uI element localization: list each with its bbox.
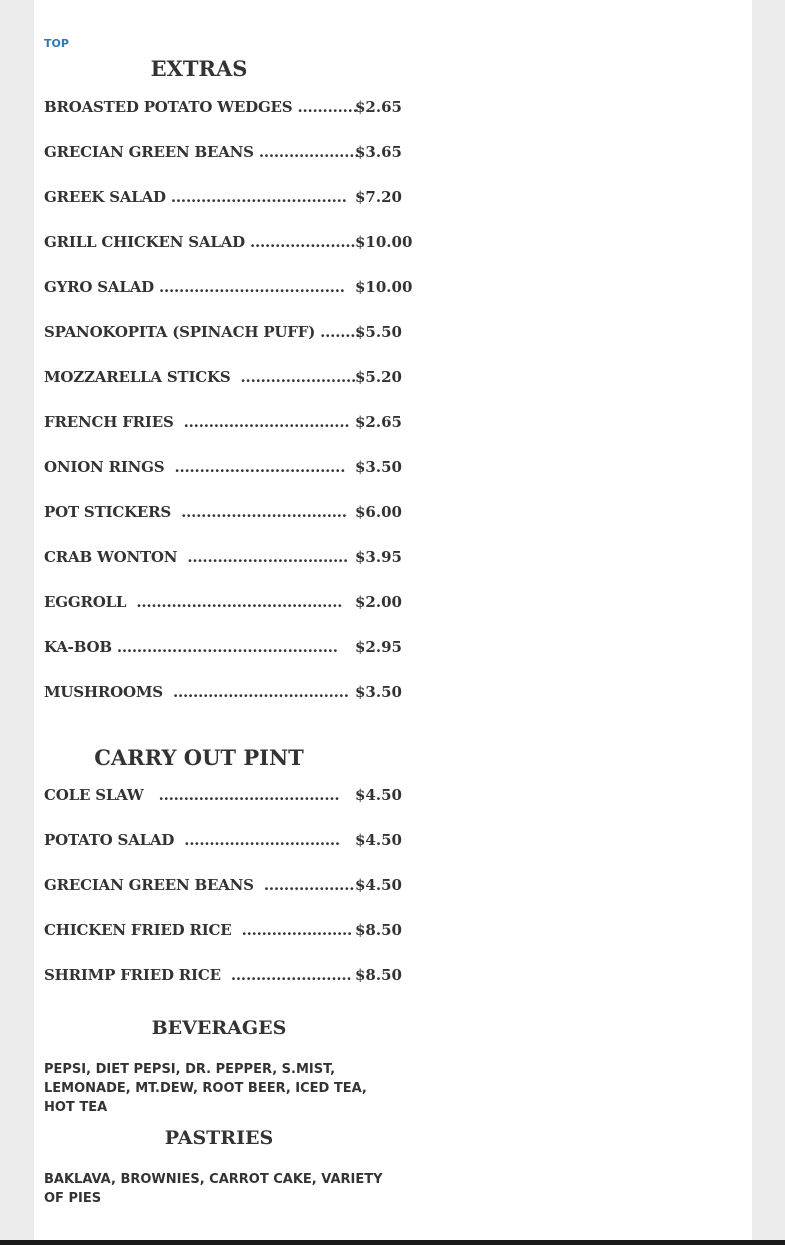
item-name: SPANOKOPITA (SPINACH PUFF) ........ [44,323,361,341]
extras-item [44,503,424,523]
item-name: MUSHROOMS ................................... [44,683,349,701]
extras-item [44,638,424,658]
item-price: $7.20 [355,188,402,206]
beverages-heading: BEVERAGES [151,1017,287,1039]
item-price: $3.95 [355,548,402,566]
menu-page [34,0,752,1240]
extras-item [44,458,424,478]
item-price: $2.00 [355,593,402,611]
item-price: $3.50 [355,683,402,701]
item-price: $4.50 [355,876,402,894]
item-name: MOZZARELLA STICKS ....................... [44,368,357,386]
carry-out-heading: CARRY OUT PINT [94,745,304,770]
extras-item [44,683,424,703]
extras-item [44,548,424,568]
item-name: GRECIAN GREEN BEANS .................... [44,143,360,161]
pastries-list: BAKLAVA, BROWNIES, CARROT CAKE, VARIETY OF PIES [44,1172,383,1206]
carry-out-item [44,966,424,986]
item-price: $10.00 [355,278,413,296]
item-price: $2.65 [355,98,402,116]
item-price: $8.50 [355,921,402,939]
beverages-list: PEPSI, DIET PEPSI, DR. PEPPER, S.MIST, LEMONADE, MT.DEW, ROOT BEER, ICED TEA, HOT TEA [44,1062,367,1115]
pastries-heading: PASTRIES [164,1127,274,1149]
carry-out-item [44,876,424,896]
carry-out-item [44,786,424,806]
item-price: $8.50 [355,966,402,984]
extras-heading: EXTRAS [150,56,248,81]
item-price: $10.00 [355,233,413,251]
carry-out-item [44,921,424,941]
bottom-border [0,1240,785,1245]
extras-item [44,233,424,253]
item-price: $3.50 [355,458,402,476]
item-name: EGGROLL ......................................... [44,593,343,611]
item-name: COLE SLAW .................................... [44,786,340,804]
item-name: GYRO SALAD ..................................... [44,278,345,296]
item-price: $2.65 [355,413,402,431]
item-price: $5.20 [355,368,402,386]
item-name: CRAB WONTON ................................ [44,548,349,566]
item-name: KA-BOB ............................................ [44,638,338,656]
item-name: GREEK SALAD ................................... [44,188,347,206]
extras-item [44,143,424,163]
item-name: POTATO SALAD ............................... [44,831,340,849]
item-name: GRECIAN GREEN BEANS .................. [44,876,355,894]
extras-item [44,413,424,433]
item-price: $6.00 [355,503,402,521]
extras-item [44,323,424,343]
extras-item [44,278,424,298]
item-price: $2.95 [355,638,402,656]
item-name: FRENCH FRIES ................................. [44,413,350,431]
item-price: $5.50 [355,323,402,341]
item-name: ONION RINGS .................................. [44,458,346,476]
item-price: $3.65 [355,143,402,161]
item-name: POT STICKERS ................................. [44,503,347,521]
carry-out-item [44,831,424,851]
item-price: $4.50 [355,786,402,804]
extras-item [44,368,424,388]
extras-item [44,593,424,613]
top-link[interactable]: TOP [44,37,69,50]
extras-item [44,188,424,208]
item-price: $4.50 [355,831,402,849]
item-name: SHRIMP FRIED RICE ........................ [44,966,352,984]
item-name: CHICKEN FRIED RICE ...................... [44,921,353,939]
item-name: GRILL CHICKEN SALAD ..................... [44,233,356,251]
item-name: BROASTED POTATO WEDGES ............ [44,98,358,116]
extras-item [44,98,424,118]
